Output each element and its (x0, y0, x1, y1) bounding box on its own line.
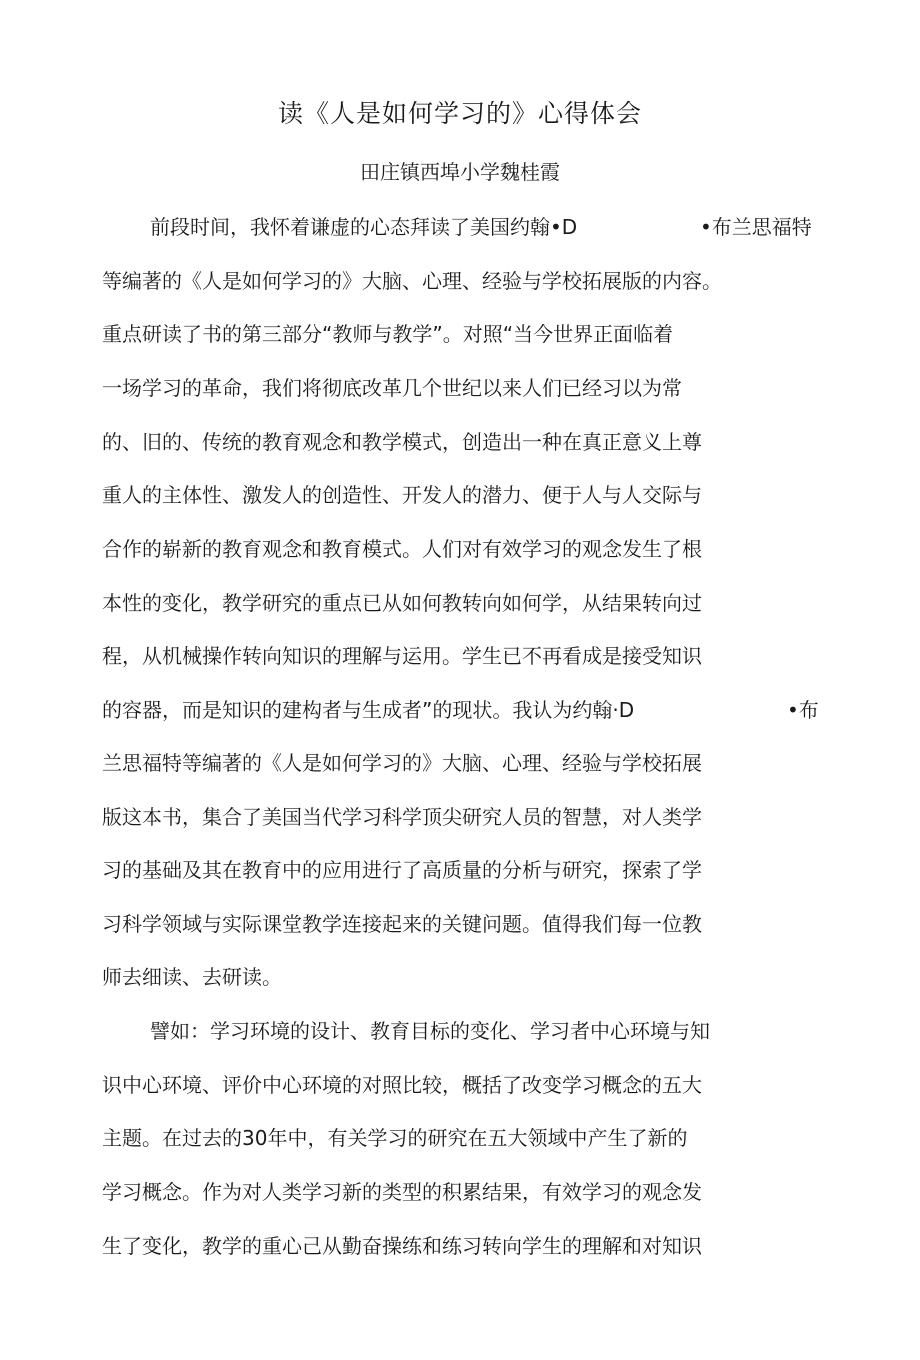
paragraph-line: 合作的崭新的教育观念和教育模式。人们对有效学习的观念发生了根 (102, 537, 702, 561)
document-author: 田庄镇西埠小学魏桂霞 (360, 160, 560, 184)
paragraph-line: 譬如：学习环境的设计、教育目标的变化、学习者中心环境与知 (150, 1019, 710, 1043)
paragraph-line: 一场学习的革命，我们将彻底改革几个世纪以来人们已经习以为常 (102, 376, 682, 400)
paragraph-line: 主题。在过去的30年中，有关学习的研究在五大领域中产生了新的 (102, 1126, 688, 1150)
paragraph-line: 识中心环境、评价中心环境的对照比较，概括了改变学习概念的五大 (102, 1073, 702, 1097)
paragraph-fragment: •布 (787, 698, 819, 722)
paragraph-line: 本性的变化，教学研究的重点已从如何教转向如何学，从结果转向过 (102, 591, 702, 615)
paragraph-line: 生了变化，教学的重心己从勤奋操练和练习转向学生的理解和对知识 (102, 1234, 702, 1258)
paragraph-line: 程，从机械操作转向知识的理解与运用。学生已不再看成是接受知识 (102, 644, 702, 668)
paragraph-line: 重点研读了书的第三部分“教师与教学”。对照“当今世界正面临着 (102, 322, 674, 346)
document-title: 读《人是如何学习的》心得体会 (277, 99, 642, 128)
paragraph-line: 习的基础及其在教育中的应用进行了高质量的分析与研究，探索了学 (102, 858, 702, 882)
paragraph-line: 师去细读、去研读。 (102, 965, 282, 989)
paragraph-line: 兰思福特等编著的《人是如何学习的》大脑、心理、经验与学校拓展 (102, 751, 702, 775)
paragraph-line: 学习概念。作为对人类学习新的类型的积累结果，有效学习的观念发 (102, 1180, 702, 1204)
paragraph-line: 习科学领域与实际课堂教学连接起来的关键问题。值得我们每一位教 (102, 912, 702, 936)
paragraph-line: 的容器，而是知识的建构者与生成者”的现状。我认为约翰·D (102, 698, 635, 722)
paragraph-line: 版这本书，集合了美国当代学习科学顶尖研究人员的智慧，对人类学 (102, 805, 702, 829)
paragraph-line: 前段时间，我怀着谦虚的心态拜读了美国约翰•D (150, 215, 578, 239)
paragraph-line: 重人的主体性、激发人的创造性、开发人的潜力、便于人与人交际与 (102, 483, 702, 507)
paragraph-line: 等编著的《人是如何学习的》大脑、心理、经验与学校拓展版的内容。 (102, 269, 722, 293)
paragraph-line: 的、旧的、传统的教育观念和教学模式，创造出一种在真正意义上尊 (102, 430, 702, 454)
paragraph-fragment: •布兰思福特 (700, 215, 812, 239)
